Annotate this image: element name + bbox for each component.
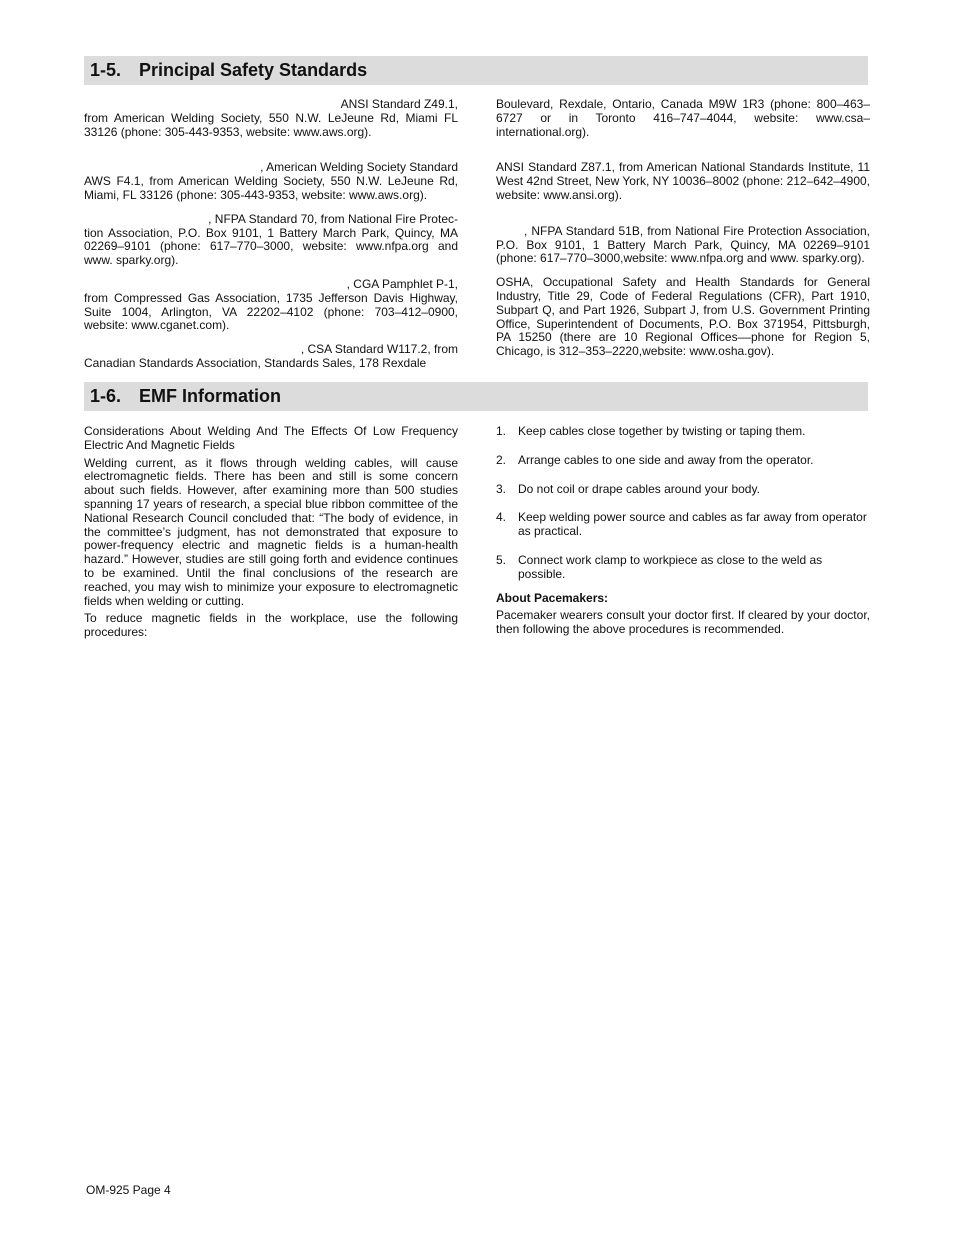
standards-right-column — [496, 98, 870, 369]
section-number: 1-6. — [90, 386, 122, 406]
list-item: 4. Keep welding power source and cables as far away from operator as practical. — [496, 510, 867, 539]
standard-entry: , CGA Pamphlet P-1, from Compressed Gas Association, 1735 Jefferson Davis Highway, Suite 1004, Arlington, VA 22202–4102 (phone: 703–412–0900, website: www.cganet.com). — [84, 276, 458, 333]
emf-paragraph: Welding current, as it flows through welding cables, will cause electromagnetic fields. There has been and still is some concern about such fields. However, after examining more than 500 studies spanning 17 years of research, a special blue ribbon committee of the National Research Council concluded that: “The body of evidence, in the committee’s judgment, has not demonstrated that exposure to power-frequency electric and magnetic fields is a human-health hazard.” However, studies are still going forth and evidence continues to be examined. Until the final conclusions of the research are reached, you may wish to minimize your exposure to electromagnetic fields when welding or cutting. — [84, 455, 458, 608]
section-number: 1-5. — [90, 60, 122, 80]
emf-left-column — [84, 425, 458, 650]
standards-left-column — [84, 98, 458, 381]
standard-entry: , CSA Standard W117.2, from Canadian Standards Association, Standards Sales, 178 Rexdale — [84, 342, 458, 370]
pacemaker-heading: About Pacemakers: — [496, 590, 609, 605]
pacemaker-paragraph: Pacemaker wearers consult your doctor first. If cleared by your doctor, then following the above procedures is recommended. — [496, 608, 870, 637]
page-footer: OM-925 Page 4 — [86, 1183, 171, 1197]
emf-subheading: Considerations About Welding And The Effects Of Low Frequency Electric And Magnetic Fields — [84, 424, 458, 452]
standard-entry: , NFPA Standard 70, from National Fire Protec- tion Association, P.O. Box 9101, 1 Battery March Park, Quincy, MA 02269–9101 (phone: 617–770–3000, website: www.nfpa.org and www. sparky.org). — [84, 211, 458, 268]
section-title: EMF Information — [139, 386, 281, 406]
emf-right-column — [496, 425, 870, 647]
standard-entry: Boulevard, Rexdale, Ontario, Canada M9W 1R3 (phone: 800–463–6727 or in Toronto 416–747–4044, website: www.csa–international.org). — [496, 97, 870, 139]
standard-entry: OSHA, Occupational Safety and Health Standards for General Industry, Title 29, Code of Federal Regulations (CFR), Part 1910, Subpart Q, and Part 1926, Subpart J, from U.S. Government Printing Office, Superintendent of Documents, P.O. Box 371954, Pittsburgh, PA 15250 (there are 10 Regional Offices––phone for Region 5, Chicago, is 312–353–2220,website: www.osha.gov). — [496, 275, 870, 359]
standard-entry: ANSI Standard Z87.1, from American National Standards Institute, 11 West 42nd Street, New York, NY 10036–8002 (phone: 212–642–4900, website: www.ansi.org). — [496, 160, 870, 202]
standard-entry: , American Welding Society Standard AWS F4.1, from American Welding Society, 550 N.W. LeJeune Rd, Miami, FL 33126 (phone: 305-443-9353, website: www.aws.org). — [84, 160, 458, 202]
list-item: 1. Keep cables close together by twisting or taping them. — [496, 424, 806, 438]
list-item: 5. Connect work clamp to workpiece as close to the weld as possible. — [496, 552, 823, 581]
section-header-emf-information — [84, 382, 868, 411]
emf-paragraph: To reduce magnetic fields in the workplace, use the following procedures: — [84, 611, 458, 640]
standard-entry: , NFPA Standard 51B, from National Fire Protection Association, P.O. Box 9101, 1 Battery March Park, Quincy, MA 02269–9101 (phone: 617–770–3000,website: www.nfpa.org and www. sparky.org). — [496, 223, 870, 266]
list-item: 2. Arrange cables to one side and away from the operator. — [496, 452, 814, 467]
section-title: Principal Safety Standards — [139, 60, 368, 80]
list-item: 3. Do not coil or drape cables around your body. — [496, 481, 760, 496]
emf-procedure-list — [496, 425, 870, 582]
section-header-safety-standards — [84, 56, 868, 85]
standard-entry: ANSI Standard Z49.1, from American Welding Society, 550 N.W. LeJeune Rd, Miami FL 33126 (phone: 305-443-9353, website: www.aws.org). — [84, 97, 458, 139]
